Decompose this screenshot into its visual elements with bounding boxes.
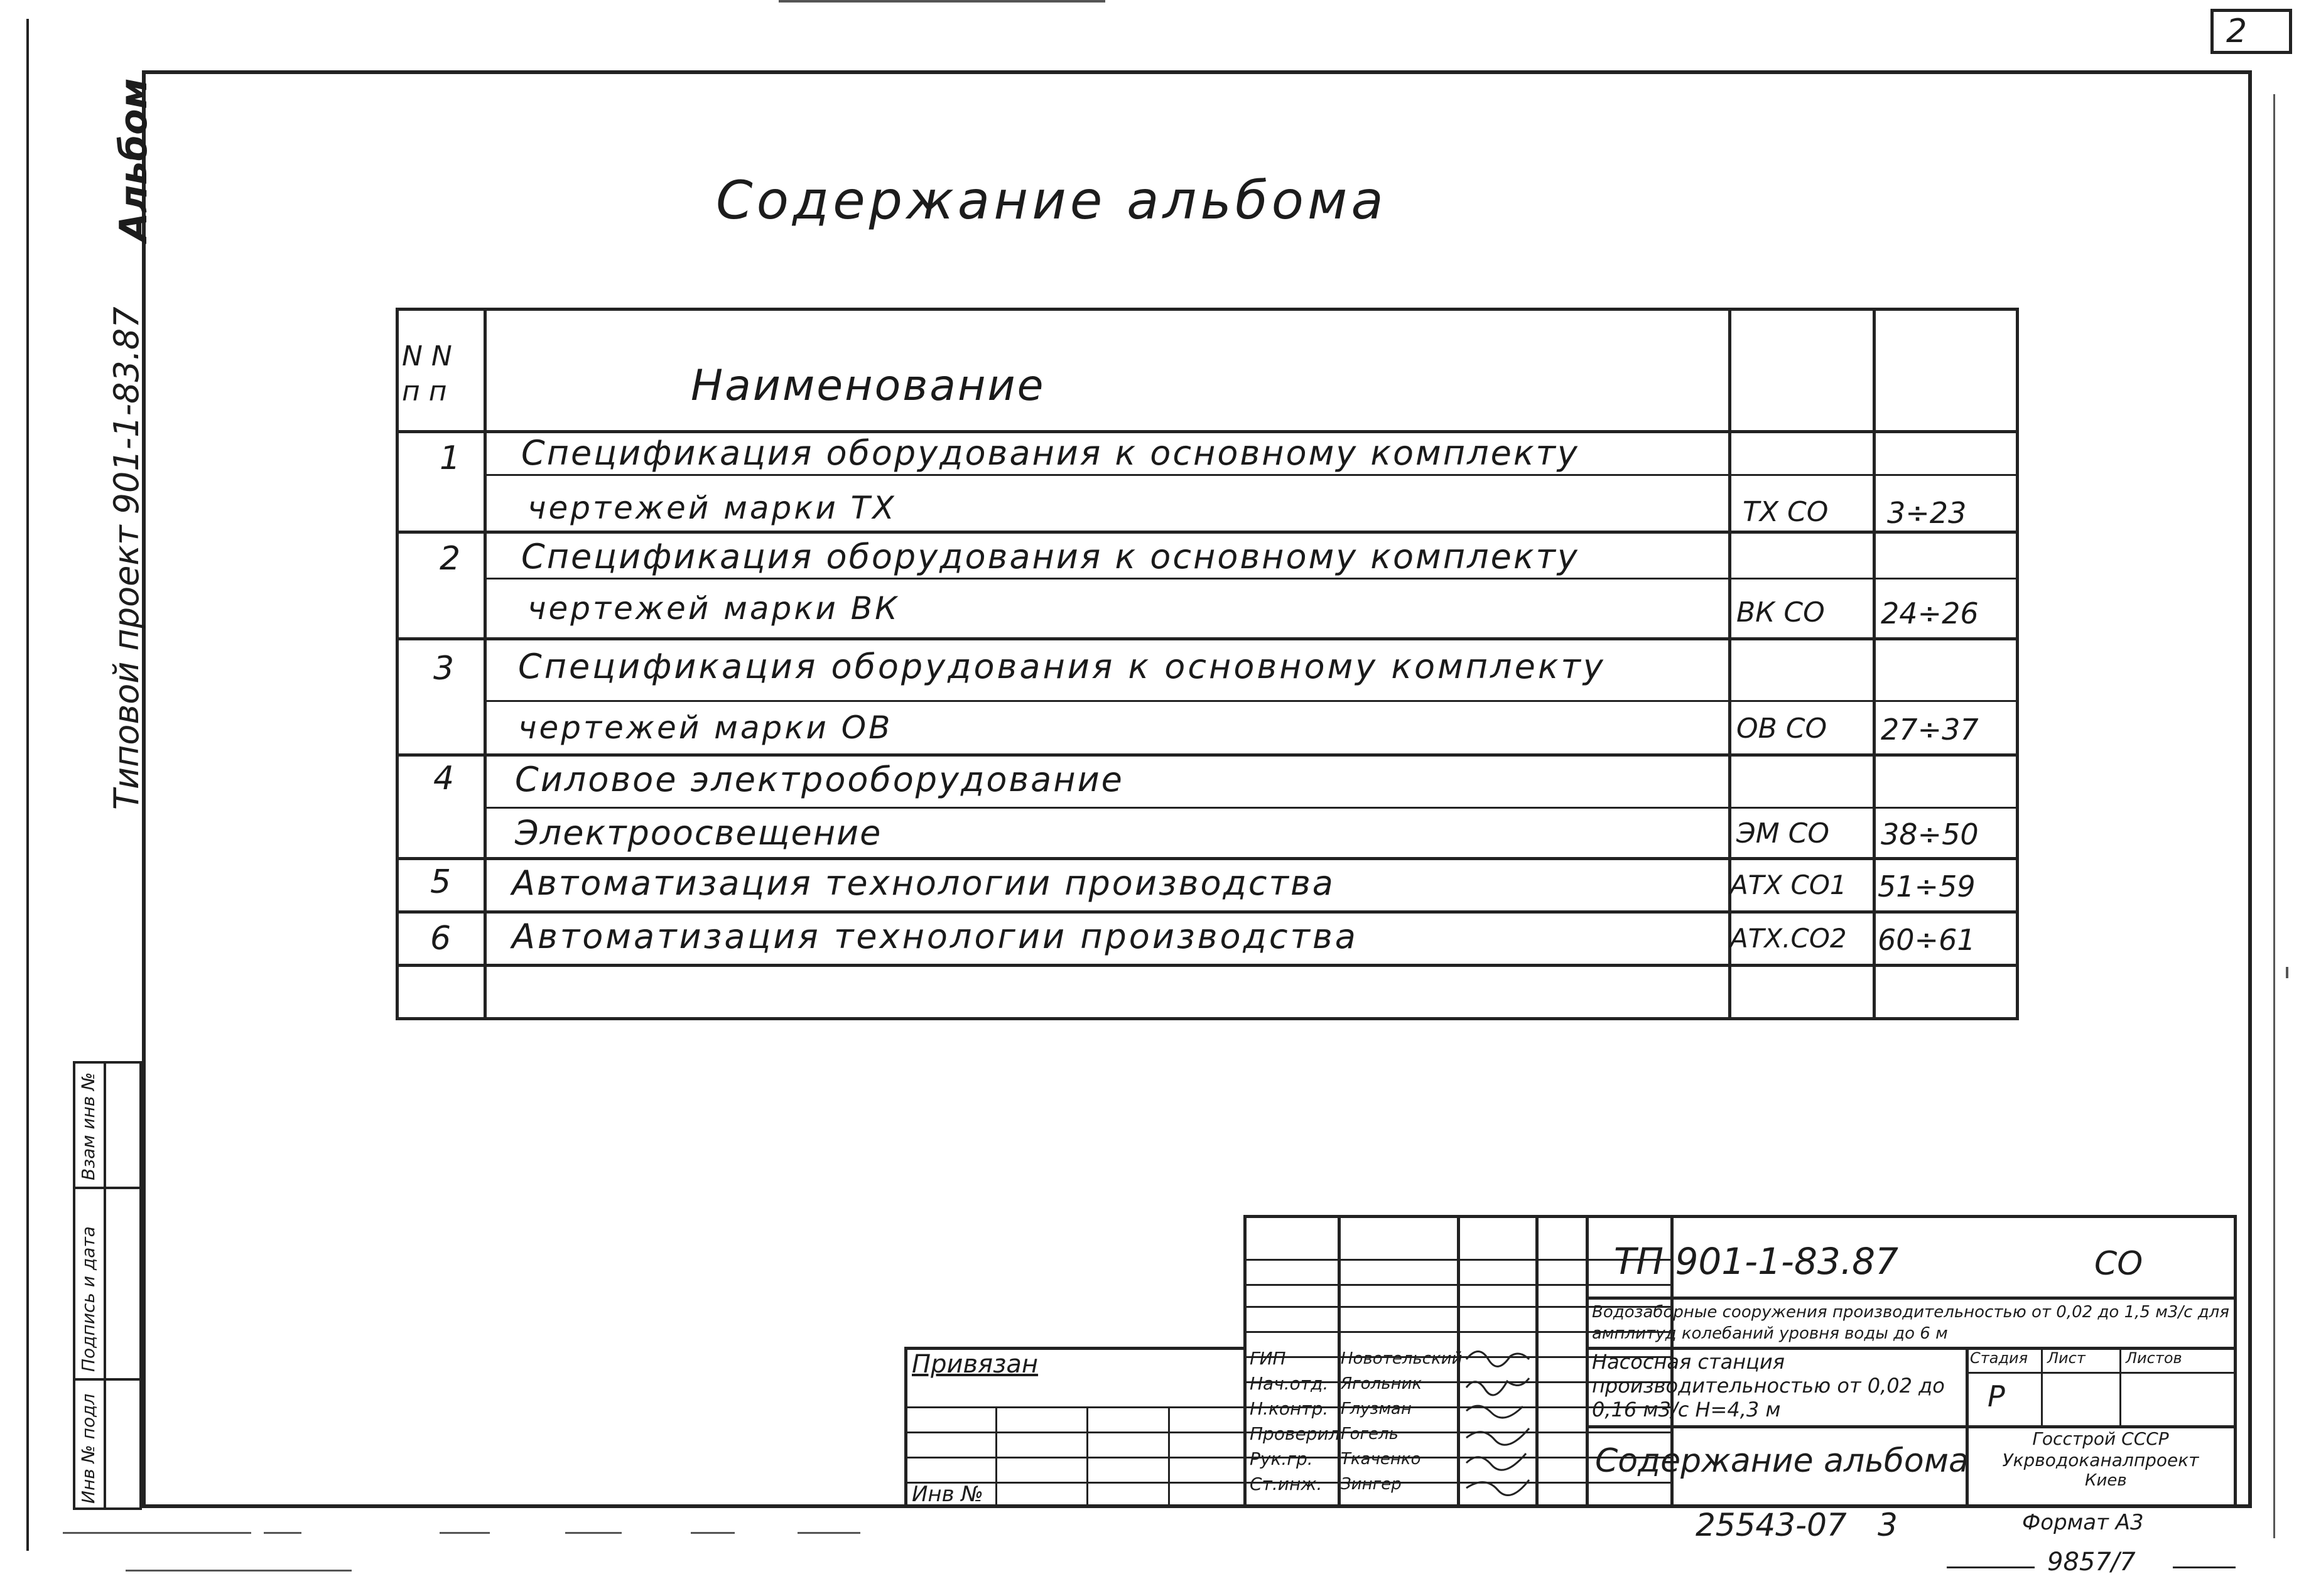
toc-header-num: N N п п bbox=[402, 340, 452, 407]
name-2: Ягольник bbox=[1341, 1374, 1422, 1393]
toc-row-num: 1 bbox=[440, 439, 461, 477]
toc-row-line2: чертежей марки ВК bbox=[528, 590, 900, 627]
toc-row-num: 5 bbox=[430, 863, 452, 901]
toc-row-pages: 27÷37 bbox=[1881, 713, 1979, 747]
bound-label: Привязан bbox=[912, 1350, 1039, 1379]
toc-row-code: ЭМ СО bbox=[1736, 817, 1830, 849]
replace-inv-label: Взам инв № bbox=[78, 1072, 99, 1180]
toc-row-pages: 3÷23 bbox=[1887, 496, 1967, 530]
project-label: Типовой проект 901-1-83.87 bbox=[107, 306, 146, 810]
toc-header-name: Наименование bbox=[691, 361, 1046, 411]
toc-row-num: 3 bbox=[433, 650, 455, 687]
stamp-object: Насосная станция производительностью от 0,02 до 0,16 м3/с Н=4,3 м bbox=[1592, 1350, 1945, 1421]
toc-row-pages: 51÷59 bbox=[1878, 870, 1976, 903]
org-name: Госстрой СССР Укрводоканалпроект bbox=[2002, 1428, 2199, 1470]
copy-number: 9857/7 bbox=[2047, 1548, 2136, 1577]
role-proveril: Проверил bbox=[1250, 1423, 1340, 1444]
sheet-label: Лист bbox=[2047, 1349, 2086, 1367]
name-1: Новотельский bbox=[1341, 1349, 1463, 1368]
stamp-description: Водозаборные сооружения производительностью от 0,02 до 1,5 м3/с для амплитуд колебаний уровня воды до 6 м bbox=[1592, 1303, 2229, 1343]
sheet-number: 2 bbox=[2226, 13, 2248, 50]
sheet-title: Содержание альбома bbox=[1595, 1442, 1969, 1480]
doc-mark: СО bbox=[2094, 1245, 2143, 1283]
toc-row-pages: 38÷50 bbox=[1881, 817, 1979, 851]
album-label: Альбом bbox=[112, 78, 156, 242]
role-nach-otd: Нач.отд. bbox=[1250, 1373, 1329, 1394]
toc-row-line1: Спецификация оборудования к основному комплекту bbox=[518, 647, 1606, 686]
toc-row-line1: Силовое электрооборудование bbox=[515, 760, 1124, 799]
sign-date-label: Подпись и дата bbox=[78, 1226, 99, 1372]
toc-row-line1: Спецификация оборудования к основному комплекту bbox=[521, 537, 1579, 576]
sheets-label: Листов bbox=[2126, 1349, 2182, 1367]
format-label: Формат А3 bbox=[2022, 1510, 2144, 1535]
toc-row-pages: 60÷61 bbox=[1878, 923, 1976, 957]
toc-row-pages: 24÷26 bbox=[1881, 596, 1979, 630]
toc-row-line1: Спецификация оборудования к основному комплекту bbox=[521, 433, 1579, 473]
name-3: Глузман bbox=[1341, 1399, 1412, 1418]
signatures bbox=[1460, 1340, 1535, 1508]
toc-row-code: АТХ СО1 bbox=[1730, 870, 1847, 900]
role-ruk-gr: Рук.гр. bbox=[1250, 1448, 1313, 1469]
toc-row-code: ТХ СО bbox=[1743, 496, 1829, 528]
inv-orig-label: Инв № подл bbox=[78, 1393, 99, 1504]
name-4: Гогель bbox=[1341, 1425, 1399, 1443]
toc-row-num: 6 bbox=[430, 920, 452, 957]
toc-row-line2: чертежей марки ОВ bbox=[518, 709, 893, 746]
sheet-number-box bbox=[2210, 9, 2292, 54]
toc-row-code: АТХ.СО2 bbox=[1730, 923, 1847, 954]
toc-table bbox=[396, 308, 2019, 1020]
inv-no-label: Инв № bbox=[912, 1482, 983, 1507]
org-city: Киев bbox=[2085, 1471, 2127, 1490]
toc-row-code: ВК СО bbox=[1736, 596, 1825, 628]
toc-row-line1: Автоматизация технологии производства bbox=[512, 863, 1335, 903]
page-title: Содержание альбома bbox=[716, 170, 1387, 231]
archive-sheet: 3 bbox=[1878, 1507, 1898, 1543]
archive-number: 25543-07 bbox=[1696, 1507, 1847, 1543]
toc-row-code: ОВ СО bbox=[1736, 713, 1827, 745]
title-block bbox=[904, 1215, 2237, 1508]
toc-row-line2: Электроосвещение bbox=[515, 813, 882, 853]
role-n-kontr: Н.контр. bbox=[1250, 1398, 1329, 1419]
stage-label: Стадия bbox=[1970, 1349, 2028, 1367]
toc-row-line1: Автоматизация технологии производства bbox=[512, 917, 1358, 956]
stage-value: Р bbox=[1988, 1379, 2005, 1413]
name-5: Ткаченко bbox=[1341, 1450, 1421, 1469]
toc-row-num: 4 bbox=[433, 760, 455, 797]
left-margin-line bbox=[26, 19, 29, 1551]
role-gip: ГИП bbox=[1250, 1348, 1286, 1369]
doc-code: ТП 901-1-83.87 bbox=[1614, 1240, 1898, 1283]
toc-row-num: 2 bbox=[440, 540, 461, 578]
name-6: Зингер bbox=[1341, 1475, 1402, 1494]
toc-row-line2: чертежей марки ТХ bbox=[528, 490, 897, 526]
role-st-inzh: Ст.инж. bbox=[1250, 1474, 1323, 1494]
